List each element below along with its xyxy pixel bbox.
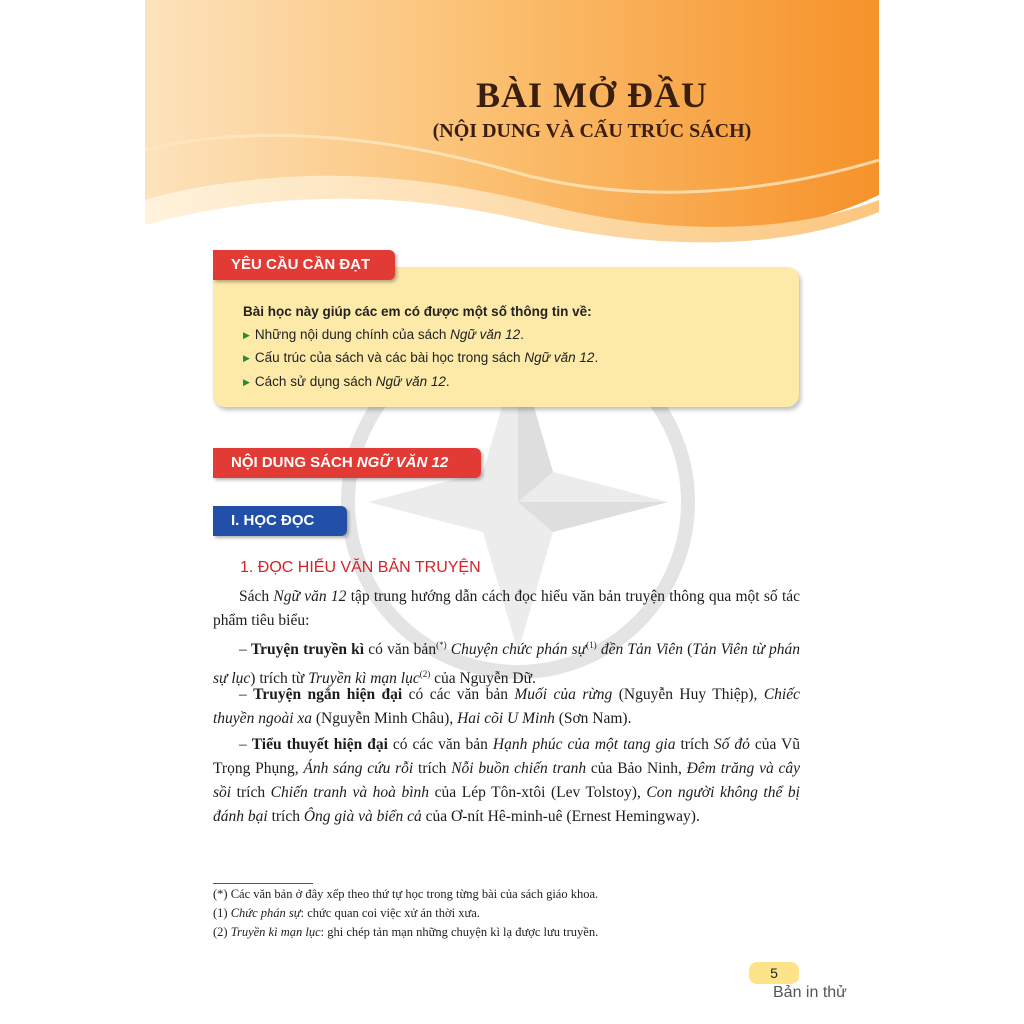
footnote-0: (*) Các văn bản ở đây xếp theo thứ tự học trong từng bài của sách giáo khoa. xyxy=(213,887,599,901)
proof-label: Bản in thử xyxy=(773,984,847,1001)
paragraph-intro: Sách Ngữ văn 12 tập trung hướng dẫn cách đọc hiểu văn bản truyện thông qua một số tác phẩm tiêu biểu: xyxy=(213,588,801,629)
lesson-title: BÀI MỞ ĐẦU xyxy=(476,75,708,115)
page-number: 5 xyxy=(749,962,799,984)
footnote-1: (1) Chức phán sự: chức quan coi việc xử án thời xưa. xyxy=(213,906,480,920)
section-tag: NỘI DUNG SÁCH NGỮ VĂN 12 xyxy=(213,448,481,478)
book-page xyxy=(145,0,879,1024)
requirement-item: ▶ Những nội dung chính của sách Ngữ văn 12. xyxy=(243,327,524,342)
requirement-item: ▶ Cách sử dụng sách Ngữ văn 12. xyxy=(243,374,450,389)
requirements-tag: YÊU CẦU CẦN ĐẠT xyxy=(213,250,395,280)
footnote-2: (2) Truyền kì mạn lục: ghi chép tản mạn những chuyện kì lạ được lưu truyền. xyxy=(213,925,599,939)
paragraph-truyen-ngan: – Truyện ngắn hiện đại có các văn bản Muối của rừng (Nguyễn Huy Thiệp), Chiếc thuyền ngoài xa (Nguyễn Minh Châu), Hai cõi U Minh (Sơn Nam). xyxy=(213,686,800,727)
sub-heading: 1. ĐỌC HIỂU VĂN BẢN TRUYỆN xyxy=(240,559,481,576)
paragraph-tieu-thuyet: – Tiểu thuyết hiện đại có các văn bản Hạnh phúc của một tang gia trích Số đỏ của Vũ Trọng Phụng, Ánh sáng cứu rỗi trích Nỗi buồn chiến tranh của Bảo Ninh, Đêm trăng và cây sồi trích Chiến tranh và hoà bình của Lép Tôn-xtôi (Lev Tolstoy), Con người không thể bị đánh bại trích Ông già và biển cả của Ơ-nít Hê-minh-uê (Ernest Hemingway). xyxy=(213,736,801,825)
part-tag: I. HỌC ĐỌC xyxy=(213,506,347,536)
footnote-divider xyxy=(213,883,313,884)
requirements-intro: Bài học này giúp các em có được một số thông tin về: xyxy=(243,304,592,319)
lesson-subtitle: (NỘI DUNG VÀ CẤU TRÚC SÁCH) xyxy=(432,120,752,142)
paragraph-truyen-truyen-ki: – Truyện truyền kì có văn bản(*) Chuyện chức phán sự$^{(1)}$ đền Tản Viên (Tản Viên từ phán sự lục) trích từ Truyền kì mạn lục$^{(2)}$ của Nguyễn Dữ. xyxy=(213,640,801,688)
requirement-item: ▶ Cấu trúc của sách và các bài học trong sách Ngữ văn 12. xyxy=(243,350,599,365)
